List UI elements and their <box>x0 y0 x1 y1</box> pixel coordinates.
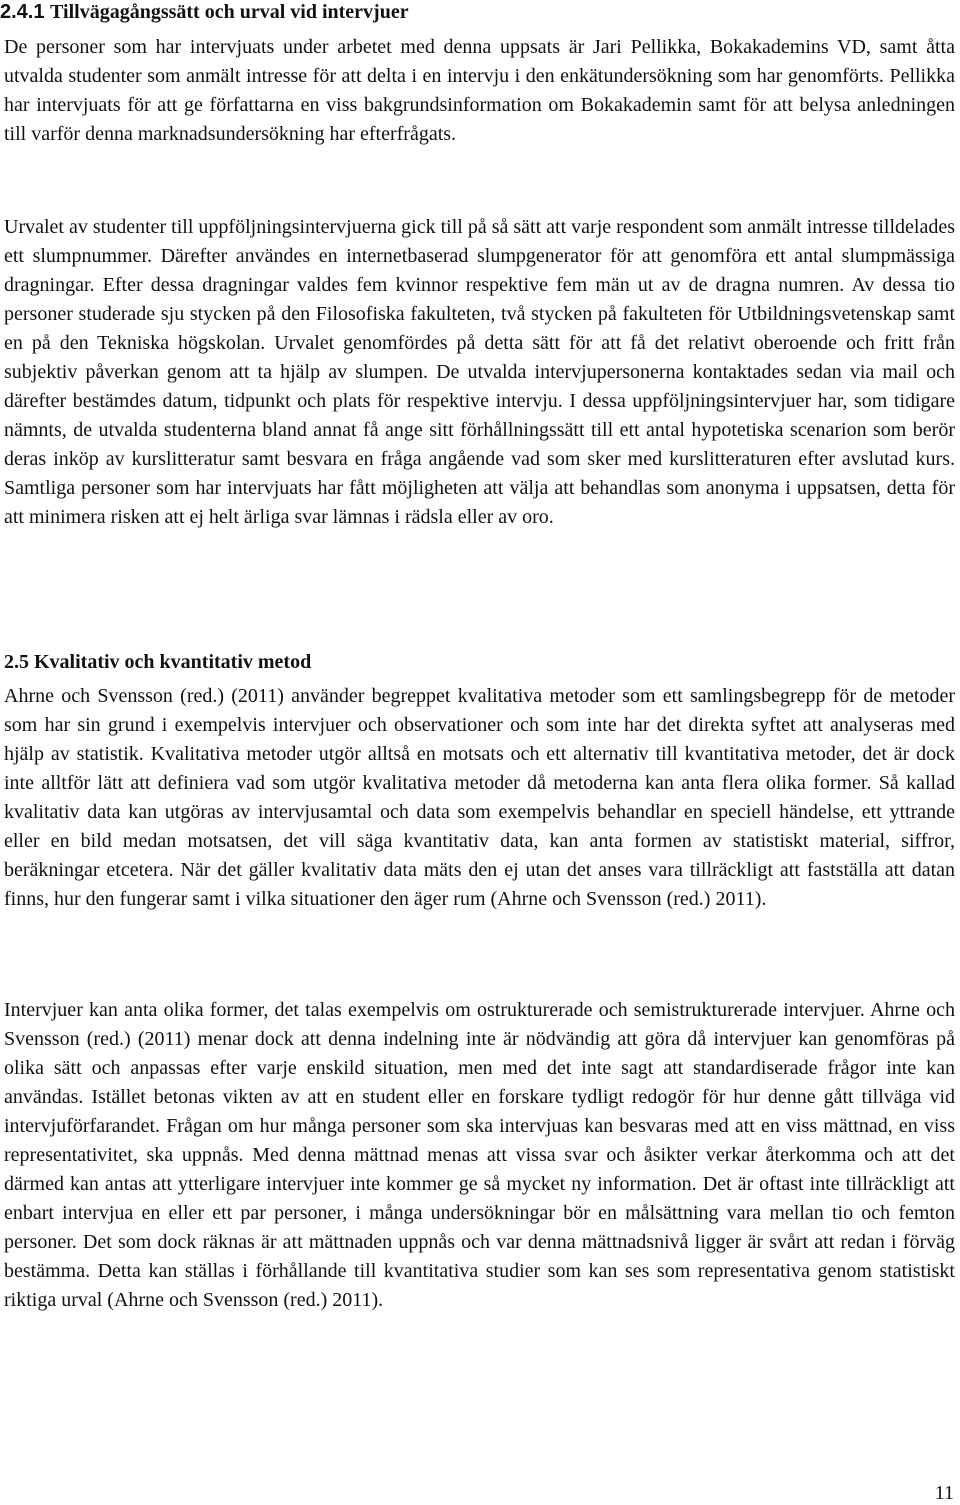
paragraph-interview-subjects: De personer som har intervjuats under arbetet med denna uppsats är Jari Pellikka, Bokakademins VD, samt åtta utvalda studenter som anmält intresse för att delta i en intervju i den enkätundersökning som har genomförts. Pellikka har intervjuats för att ge författarna en viss bakgrundsinformation om Bokakademin samt för att belysa anledningen till varför denna marknadsundersökning har efterfrågats. <box>4 36 955 145</box>
section-heading-2-4-1 <box>0 0 960 24</box>
section-title: Tillvägagångssätt och urval vid intervjuer <box>50 1 409 23</box>
paragraph-sampling: Urvalet av studenter till uppföljningsintervjuerna gick till på så sätt att varje respondent som anmält intresse tilldelades ett slumpnummer. Därefter användes en internetbaserad slumpgenerator för att genomföra ett antal slumpmässiga dragningar. Efter dessa dragningar valdes fem kvinnor respektive fem män ut av de dragna numren. Av dessa tio personer studerade sju stycken på den Filosofiska fakulteten, två stycken på fakulteten för Utbildningsvetenskap samt en på den Tekniska högskolan. Urvalet genomfördes på detta sätt för att få det relativt oberoende och fritt från subjektiv påverkan genom att ta hjälp av slumpen. De utvalda intervjupersonerna kontaktades sedan via mail och därefter bestämdes datum, tidpunkt och plats för respektive intervju. I dessa uppföljningsintervjuer har, som tidigare nämnts, de utvalda studenterna bland annat få ange sitt förhållningssätt till ett antal hypotetiska scenarion som berör deras inköp av kurslitteratur samt besvara en fråga angående vad som sker med kurslitteraturen efter avslutad kurs. Samtliga personer som har intervjuats har fått möjligheten att välja att behandlas som anonyma i uppsatsen, detta för att minimera risken att ej helt ärliga svar lämnas i rädsla eller av oro. <box>4 216 955 528</box>
section-number: 2.5 <box>4 651 29 673</box>
section-number: 2.4.1 <box>0 1 45 23</box>
section-title: Kvalitativ och kvantitativ metod <box>34 651 312 673</box>
section-heading-2-5 <box>4 649 311 675</box>
paragraph-interview-forms: Intervjuer kan anta olika former, det talas exempelvis om ostrukturerade och semistrukturerade intervjuer. Ahrne och Svensson (red.) (2011) menar dock att denna indelning inte är nödvändig att göra då intervjuer kan genomföras på olika sätt och anpassas efter varje enskild situation, men med det inte sagt att standardiserade frågor inte kan användas. Istället betonas vikten av att en student eller en forskare tydligt redogör för hur denne gått tillväga vid intervjuförfarandet. Frågan om hur många personer som ska intervjuas kan besvaras med att en viss mättnad, en viss representativitet, ska uppnås. Med denna mättnad menas att vissa svar och åsikter verkar återkomma och att det därmed kan antas att ytterligare intervjuer inte kommer ge så mycket ny information. Det är oftast inte tillräckligt att enbart intervjua en eller ett par personer, i många undersökningar bör en målsättning vara mellan tio och femton personer. Det som dock räknas är att mättnaden uppnås och var denna mättnadsnivå ligger är svårt att redan i förväg bestämma. Detta kan ställas i förhållande till kvantitativa studier som kan ses som representativa genom statistiskt riktiga urval (Ahrne och Svensson (red.) 2011). <box>4 999 955 1311</box>
page-number: 11 <box>934 1482 954 1504</box>
paragraph-qualitative-methods: Ahrne och Svensson (red.) (2011) använder begreppet kvalitativa metoder som ett samlingsbegrepp för de metoder som har sin grund i exempelvis intervjuer och observationer och som inte har det direkta syftet att analyseras med hjälp av statistik. Kvalitativa metoder utgör alltså en motsats och ett alternativ till kvantitativa metoder, det är dock inte alltför lätt att definiera vad som utgör kvalitativa metoder då metoderna kan anta flera olika former. Så kallad kvalitativ data kan utgöras av intervjusamtal och data som exempelvis behandlar en speciell händelse, ett yttrande eller en bild medan motsatsen, det vill säga kvantitativ data, kan anta formen av statistiskt material, siffror, beräkningar etcetera. När det gäller kvalitativ data mäts den ej utan det anses vara tillräckligt att fastställa att datan finns, hur den fungerar samt i vilka situationer den äger rum (Ahrne och Svensson (red.) 2011). <box>4 685 955 910</box>
